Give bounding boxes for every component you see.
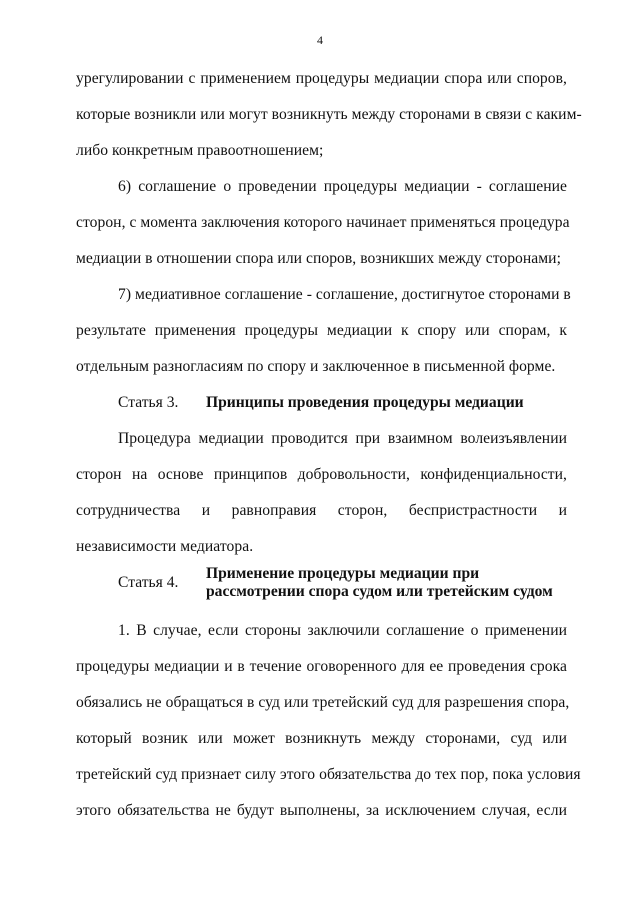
article-3-body-line: независимости медиатора.: [76, 538, 254, 555]
article-4-title-line-1: Применение процедуры медиации при: [206, 565, 480, 582]
list-item-7-line: 7) медиативное соглашение - соглашение, достигнутое сторонами в: [118, 286, 571, 303]
article-3-body-line: Процедура медиации проводится при взаимном волеизъявлении: [118, 430, 567, 447]
page-number: 4: [317, 33, 323, 47]
list-item-6-line: медиации в отношении спора или споров, возникших между сторонами;: [76, 250, 561, 267]
article-4-body-line: который возник или может возникнуть между сторонами, суд или: [76, 730, 567, 747]
article-3-title: Принципы проведения процедуры медиации: [206, 394, 524, 411]
list-item-7-line: отдельным разногласиям по спору и заключенное в письменной форме.: [76, 358, 556, 375]
text-line: которые возникли или могут возникнуть между сторонами в связи с каким-: [76, 106, 582, 123]
article-4-body-line: третейский суд признает силу этого обязательства до тех пор, пока условия: [76, 766, 581, 783]
article-4-body-line: этого обязательства не будут выполнены, за исключением случая, если: [76, 802, 567, 819]
article-3-body-line: сторон на основе принципов добровольности, конфиденциальности,: [76, 466, 567, 483]
text-line: либо конкретным правоотношением;: [76, 142, 324, 159]
article-4-body-line: 1. В случае, если стороны заключили соглашение о применении: [118, 622, 567, 639]
list-item-6-line: 6) соглашение о проведении процедуры медиации - соглашение: [118, 178, 567, 195]
list-item-7-line: результате применения процедуры медиации к спору или спорам, к: [76, 322, 567, 339]
text-line: урегулировании с применением процедуры медиации спора или споров,: [76, 70, 567, 87]
article-4-body-line: обязались не обращаться в суд или третейский суд для разрешения спора,: [76, 694, 570, 711]
article-3-label: Статья 3.: [118, 394, 179, 411]
article-4-body-line: процедуры медиации и в течение оговоренного для ее проведения срока: [76, 658, 567, 675]
article-4-title-line-2: рассмотрении спора судом или третейским судом: [206, 583, 553, 600]
article-3-body-line: сотрудничества и равноправия сторон, беспристрастности и: [76, 502, 567, 519]
list-item-6-line: сторон, с момента заключения которого начинает применяться процедура: [76, 214, 570, 231]
article-4-label: Статья 4.: [118, 574, 179, 591]
